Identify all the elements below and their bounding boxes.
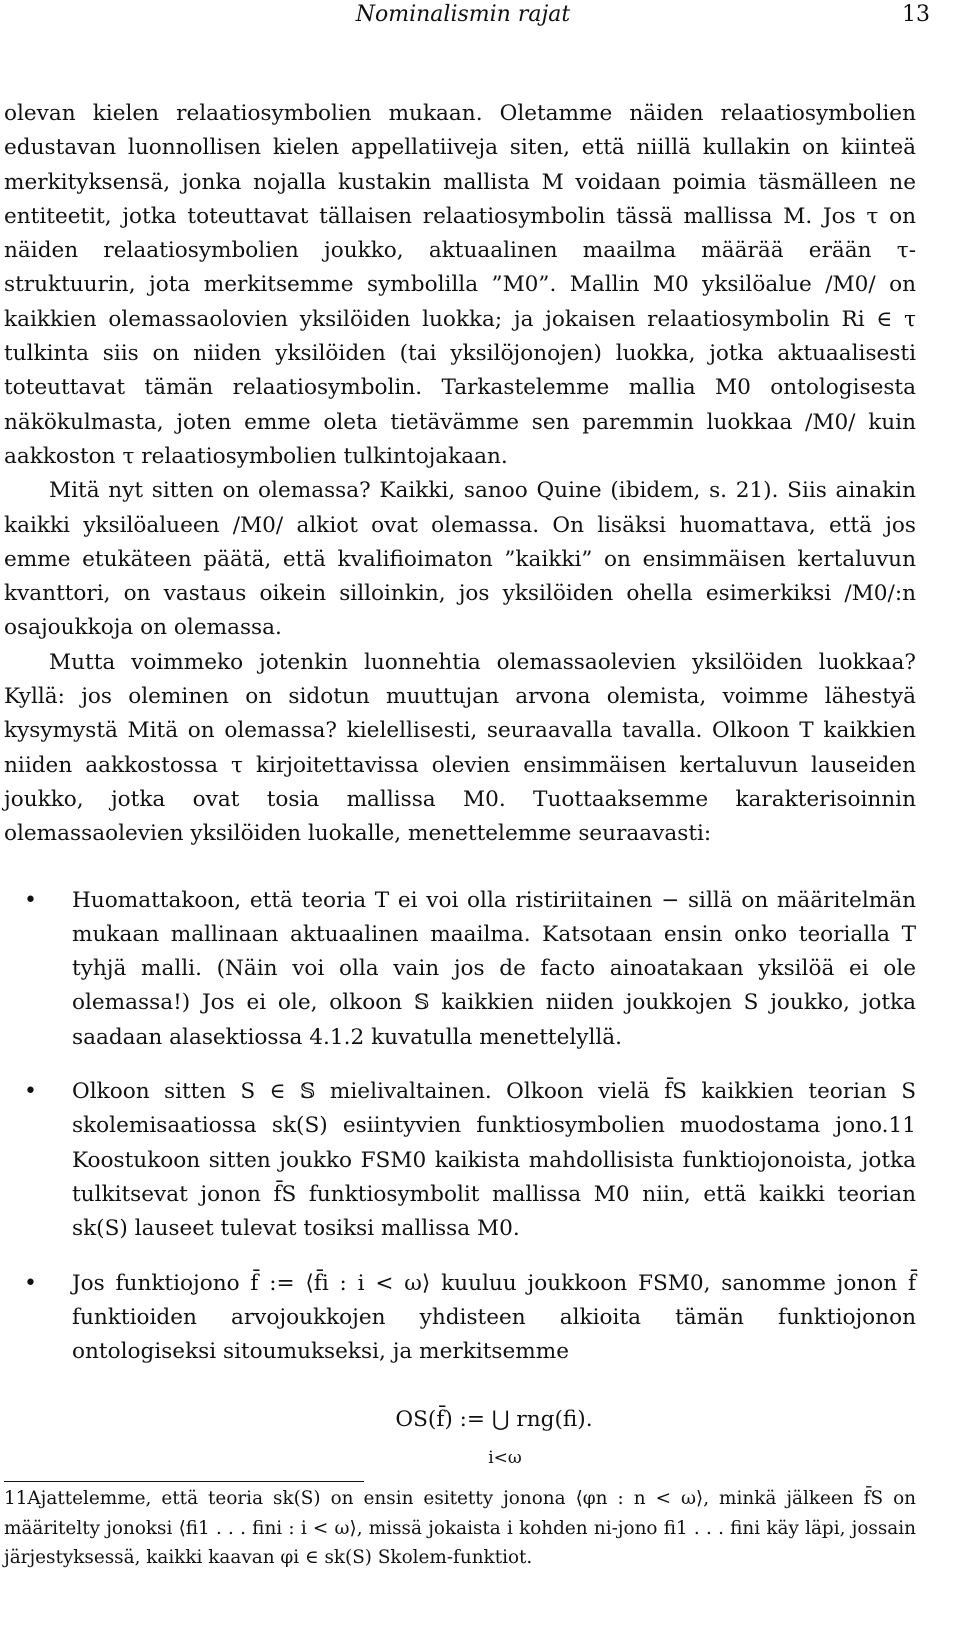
running-title: Nominalismin rajat bbox=[355, 2, 571, 27]
bullet-icon: • bbox=[24, 887, 37, 913]
main-text bbox=[4, 97, 916, 1495]
bullet-icon: • bbox=[24, 1270, 37, 1296]
list-item bbox=[4, 884, 916, 1055]
bullet-list bbox=[4, 884, 916, 1476]
bullet-icon: • bbox=[24, 1079, 37, 1105]
paragraph-3: Mutta voimmeko jotenkin luonnehtia olemassaolevien yksilöiden luokkaa? Kyllä: jos oleminen on sidotun muuttujan arvona olemista, voimme lähestyä kysymystä Mitä on olemassa? kielellisesti, seuraavalla tavalla. Olkoon T kaikkien niiden aakkostossa τ kirjoitettavissa olevien ensimmäisen kertaluvun lauseiden joukko, jotka ovat tosia mallissa M0. Tuottaaksemme karakterisoinnin olemassaolevien yksilöiden luokalle, menettelemme seuraavasti: bbox=[4, 649, 916, 847]
paragraph-1: olevan kielen relaatiosymbolien mukaan. Oletamme näiden relaatiosymbolien edustavan luonnollisen kielen appellatiiveja siten, että niillä kullakin on kiinteä merkityksensä, jonka nojalla kustakin mallista M voidaan poimia täsmälleen ne entiteetit, jotka toteuttavat tällaisen relaatiosymbolin tässä mallissa M. Jos τ on näiden relaatiosymbolien joukko, aktuaalinen maailma määrää erään τ-struktuurin, jota merkitsemme symbolilla ”M0”. Mallin M0 yksilöalue /M0/ on kaikkien olemassaolovien yksilöiden luokka; ja jokaisen relaatiosymbolin Ri ∈ τ tulkinta siis on niiden yksilöiden (tai yksilöjonojen) luokka, jotka aktuaalisesti toteuttavat tämän relaatiosymbolin. Tarkastelemme mallia M0 ontologisesta näkökulmasta, joten emme oleta tietävämme sen paremmin luokkaa /M0/ kuin aakkoston τ relaatiosymbolien tulkintojakaan. bbox=[4, 101, 916, 469]
list-item-text: Olkoon sitten S ∈ 𝕊 mielivaltainen. Olkoon vielä f̄S kaikkien teorian S skolemisaatiossa sk(S) esiintyvien funktiosymbolien muodostama jono.11 Koostukoon sitten joukko FSM0 kaikista mahdollisista funktiojonoista, jotka tulkitsevat jonon f̄S funktiosymbolit mallissa M0 niin, että kaikki teorian sk(S) lauseet tulevat tosiksi mallissa M0. bbox=[72, 1079, 916, 1242]
list-item-text: Jos funktiojono f̄ := ⟨f̄i : i < ω⟩ kuuluu joukkoon FSM0, sanomme jonon f̄ funktioiden arvojoukkojen yhdisteen alkioita tämän funktiojonon ontologiseksi sitoumukseksi, ja merkitsemme bbox=[72, 1270, 916, 1365]
formula-subscript: i<ω bbox=[488, 1448, 522, 1469]
display-formula bbox=[72, 1389, 916, 1475]
list-item-text: Huomattakoon, että teoria T ei voi olla ristiriitainen − sillä on määritelmän mukaan mallinaan aktuaalinen maailma. Katsotaan ensin onko teorialla T tyhjä malli. (Näin voi olla vain jos de facto ainoatakaan yksilöä ei ole olemassa!) Jos ei ole, olkoon 𝕊 kaikkien niiden joukkojen S joukko, jotka saadaan alasektiossa 4.1.2 kuvatulla menettelyllä. bbox=[72, 887, 916, 1050]
list-item bbox=[4, 1075, 916, 1246]
paragraph-2: Mitä nyt sitten on olemassa? Kaikki, sanoo Quine (ibidem, s. 21). Siis ainakin kaikki yksilöalueen /M0/ alkiot ovat olemassa. On lisäksi huomattava, että jos emme etukäteen päätä, että kvalifioimaton ”kaikki” on ensimmäisen kertaluvun kvanttori, on vastaus oikein silloinkin, jos yksilöiden ohella esimerkiksi /M0/:n osajoukkoja on olemassa. bbox=[4, 478, 916, 641]
footnote-11: 11Ajattelemme, että teoria sk(S) on ensin esitetty jonona ⟨φn : n < ω⟩, minkä jälkeen f̄S on määritelty jonoksi ⟨fi1 . . . fini : i < ω⟩, missä jokaista i kohden ni-jono fi1 . . . fini käy läpi, jossain järjestyksessä, kaikki kaavan φi ∈ sk(S) Skolem-funktiot. bbox=[4, 1488, 916, 1568]
running-header bbox=[4, 2, 930, 32]
list-item bbox=[4, 1267, 916, 1476]
formula-main: OS(f̄) := ⋃ rng(fi). bbox=[395, 1407, 593, 1433]
page-number: 13 bbox=[902, 2, 930, 27]
footnote-rule bbox=[4, 1481, 364, 1482]
